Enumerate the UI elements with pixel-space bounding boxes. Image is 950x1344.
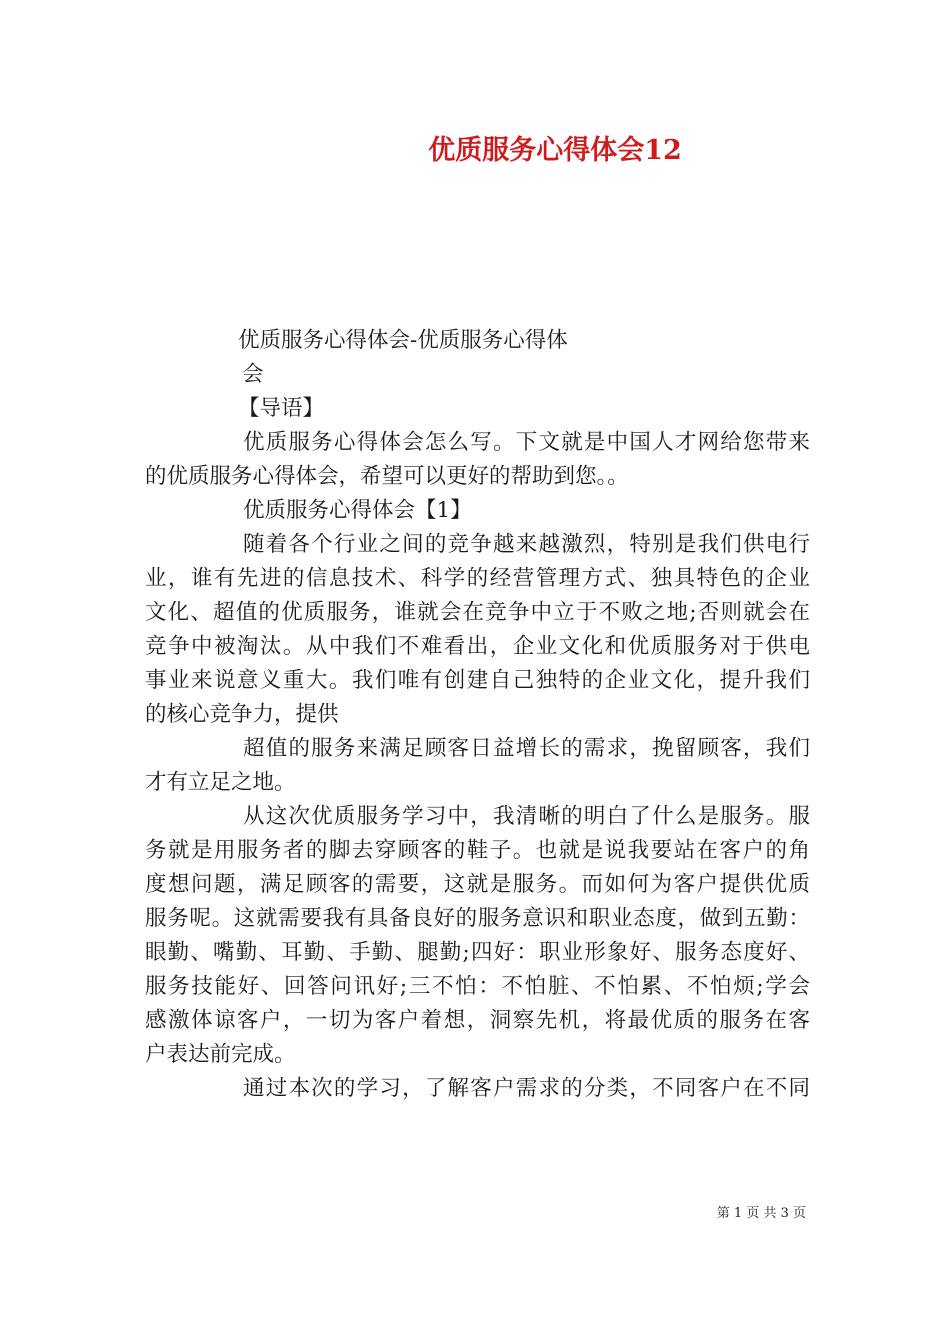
paragraph-line: 竞争中被淘汰。从中我们不难看出，企业文化和优质服务对于供电 <box>145 634 810 659</box>
paragraph-line: 业，谁有先进的信息技术、科学的经营管理方式、独具特色的企业 <box>145 566 810 591</box>
paragraph-line: 从这次优质服务学习中，我清晰的明白了什么是服务。服 <box>243 804 810 829</box>
paragraph-line: 度想问题，满足顾客的需要，这就是服务。而如何为客户提供优质 <box>145 872 810 897</box>
paragraph-line: 才有立足之地。 <box>145 770 296 795</box>
paragraph-line: 感激体谅客户，一切为客户着想，洞察先机，将最优质的服务在客 <box>145 1008 810 1033</box>
paragraph-line: 务就是用服务者的脚去穿顾客的鞋子。也就是说我要站在客户的角 <box>145 838 810 863</box>
paragraph-line: 眼勤、嘴勤、耳勤、手勤、腿勤;四好：职业形象好、服务态度好、 <box>145 940 810 965</box>
paragraph-line: 优质服务心得体会怎么写。下文就是中国人才网给您带来 <box>243 430 810 455</box>
subtitle-line: 会 <box>242 362 264 387</box>
subtitle-line: 优质服务心得体会-优质服务心得体 <box>238 328 568 353</box>
paragraph-line: 随着各个行业之间的竞争越来越激烈，特别是我们供电行 <box>243 532 810 557</box>
page-title: 优质服务心得体会12 <box>428 135 682 166</box>
paragraph-line: 通过本次的学习，了解客户需求的分类，不同客户在不同 <box>243 1076 810 1101</box>
document-body <box>145 324 810 1106</box>
paragraph-line: 服务呢。这就需要我有具备良好的服务意识和职业态度，做到五勤： <box>145 906 810 931</box>
paragraph-line: 的优质服务心得体会，希望可以更好的帮助到您。。 <box>145 464 629 489</box>
paragraph-line: 文化、超值的优质服务，谁就会在竞争中立于不败之地;否则就会在 <box>145 600 810 625</box>
paragraph-line: 服务技能好、回答问讯好;三不怕：不怕脏、不怕累、不怕烦;学会 <box>145 974 810 999</box>
paragraph-line: 户表达前完成。 <box>145 1042 296 1067</box>
paragraph-line: 事业来说意义重大。我们唯有创建自己独特的企业文化，提升我们 <box>145 668 810 693</box>
paragraph-line: 的核心竞争力，提供 <box>145 702 339 727</box>
section-heading: 优质服务心得体会【1】 <box>243 498 472 523</box>
page-number: 第 1 页 共 3 页 <box>716 1206 806 1221</box>
section-heading: 【导语】 <box>238 396 325 421</box>
paragraph-line: 超值的服务来满足顾客日益增长的需求，挽留顾客，我们 <box>243 736 810 761</box>
